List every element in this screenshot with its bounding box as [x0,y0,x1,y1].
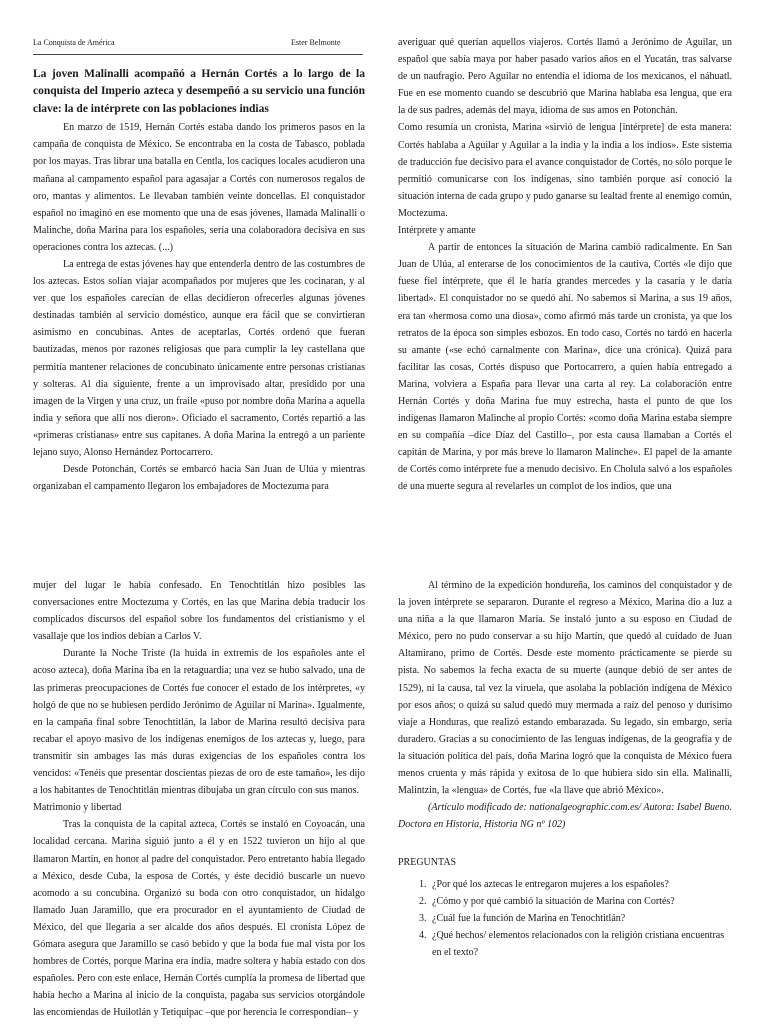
question-item: 1. ¿Por qué los aztecas le entregaron mujeres a los españoles? [429,876,732,893]
paragraph: Desde Potonchán, Cortés se embarcó hacia San Juan de Ulúa y mientras organizaban el campamento llegaron los embajadores de Moctezuma para [33,464,365,493]
column-2 [398,34,732,496]
paragraph: En marzo de 1519, Hernán Cortés estaba dando los primeros pasos en la campaña de conquista de México. Se encontraba en la costa de Tabasco, poblada por los mayas. Tras librar una batalla en Centla, los caciques locales acudieron una mañana al campamento español para agasajar a Cortés con numerosos regalos de oro, mantas y alimentos. Le llevaban también veinte doncellas. El conquistador español no imaginó en ese momento que una de esas jóvenes, llamada Malinalli o Malinche, doña Marina para los españoles, sería una colaboradora decisiva en sus operaciones contra los aztecas. (...) [33,122,365,253]
question-item: 2. ¿Cómo y por qué cambió la situación de Marina con Cortés? [429,893,732,910]
column-4 [398,577,732,961]
column-1 [33,66,365,495]
question-item: 4. ¿Qué hechos/ elementos relacionados con la religión cristiana encuentras en el texto? [429,927,732,961]
article-lead: La joven Malinalli acompañó a Hernán Cortés a lo largo de la conquista del Imperio azteca y desempeñó a su servicio una función clave: la de intérprete con las poblaciones indias [33,68,365,115]
section-heading: Intérprete y amante [398,225,476,237]
citation: (Artículo modificado de: nationalgeographic.com.es/ Autora: Isabel Bueno. Doctora en Historia, Historia NG nº 102) [398,802,732,831]
question-item: 3. ¿Cuál fue la función de Marina en Tenochtitlán? [429,910,732,927]
paragraph: Como resumía un cronista, Marina «sirvió de lengua [intérprete] de esta manera: Cortés hablaba a Aguilar y Aguilar a la india y la india a los indios». Este sistema de traducción fue decisivo para el avance conquistador de Cortés, no sólo porque le permitió comunicarse con los indígenas, sino también porque así conoció la situación interna de cada grupo y pudo ganarse su lealtad frente al enemigo común, Moctezuma. [398,122,732,219]
header-title: La Conquista de América [33,38,115,47]
page-header [33,36,363,55]
paragraph: Al término de la expedición hondureña, los caminos del conquistador y de la joven intérprete se separaron. Durante el regreso a México, Marina dio a luz a una niña a la que llamaron María. Se instaló junto a su esposo en Ciudad de México, pero no pudo conservar a su hijo Martín, que quedó al cuidado de Juan Altamirano, primo de Cortés. Desde este momento prácticamente se pierde su pista. No sabemos la fecha exacta de su muerte (aunque debió de ser antes de 1529), ni la causa, tal vez la viruela, que asolaba la población indígena de México por esos años; o quizá su salud quedó muy mermada a raíz del penoso y durísimo viaje a Honduras, que realizó estando embarazada. Su legado, sin embargo, sería duradero. Gracias a su conocimiento de las lenguas indígenas, de la geografía y de la situación política del país, doña Marina logró que la conquista de México fuera menos cruenta y más rápida y exitosa de lo que hubiera sido sin ella. Malinalli, Malintzin, la «lengua» de Cortés, fue «la llave que abrió México». [398,580,732,797]
questions-list [398,876,732,961]
paragraph: Durante la Noche Triste (la huida in extremis de los españoles ante el acoso azteca), doña Marina iba en la retaguardia; una vez se hubo salvado, una de las primeras preocupaciones de Cortés fue conocer el estado de los intérpretes, «y holgó de que no se hubiesen perdido Jerónimo de Aguilar ni Marina». Igualmente, en la campaña final sobre Tenochtitlán, la labor de Marina resultó decisiva para recabar el apoyo masivo de los indígenas enemigos de los aztecas y, luego, para transmitir sin ambages las más duras exigencias de los españoles contra los vencidos: «Tenéis que presentar doscientas piezas de oro de este tamaño», les dijo a los habitantes de Tenochtitlán mientras dibujaba un gran círculo con sus manos. [33,648,365,797]
section-heading: Matrimonio y libertad [33,802,122,814]
header-author: Ester Belmonte [291,38,341,47]
questions-title: PREGUNTAS [398,857,457,869]
paragraph: A partir de entonces la situación de Marina cambió radicalmente. En San Juan de Ulúa, al enterarse de los conocimientos de la cautiva, Cortés «le dijo que fuese fiel intérprete, que él le haría grandes mercedes y la casaría y le daría libertad». El conquistador no se quedó ahí. No sabemos si Marina, a sus 19 años, era tan «hermosa como una diosa», como afirmó más tarde un cronista, ya que los retratos de la época son simples esbozos. En todo caso, Cortés no tardó en hacerla su amante («se echó carnalmente con Marina», dice una crónica). Quizá para facilitar las cosas, Cortés dispuso que Portocarrero, a quien había entregado a Marina, volviera a España para llevar una carta al rey. La colaboración entre Hernán Cortés y doña Marina fue muy estrecha, hasta el punto de que los indígenas llamaron Malinche al propio Cortés: «como doña Marina estaba siempre en su compañía –dice Díaz del Castillo–, por esta causa llamaban a Cortés el capitán de Marina, y por más breve lo llamaron Malinche». El papel de la amante de Cortés como intérprete fue a menudo decisivo. En Cholula salvó a los españoles de una muerte segura al revelarles un complot de los indios, que una [398,242,732,493]
paragraph: Tras la conquista de la capital azteca, Cortés se instaló en Coyoacán, una localidad cercana. Marina siguió junto a él y en 1522 tuvieron un hijo al que llamaron Martín, en honor al padre del conquistador. Pero entretanto había llegado a México, desde Cuba, la esposa de Cortés, y éste decidió buscarle un nuevo acomodo a su concubina. Organizó su boda con otro conquistador, un hidalgo llamado Juan Jaramillo, que era procurador en el ayuntamiento de Ciudad de México, del que llegaría a ser alcalde dos años después. El cronista López de Gómara asegura que Jaramillo se casó bebido y que la boda fue mal vista por los hombres de Cortés, porque Marina era india, madre soltera y había estado con dos españoles. Pero con este enlace, Hernán Cortés cumplía la promesa de libertad que había hecho a Marina al inicio de la conquista, pagaba sus servicios otorgándole las encomiendas de Huilotlán y Tetiquipac –que por herencia le correspondían– y [33,819,365,1019]
paragraph: averiguar qué querían aquellos viajeros. Cortés llamó a Jerónimo de Aguilar, un español que sabía maya por haber pasado varios años en el Yucatán, tras salvarse de un naufragio. Pero Aguilar no entendía el idioma de los mexicanos, el náhuatl. Fue en ese momento cuando se descubrió que Marina hablaba esa lengua, que era la de sus padres, además del maya, idioma de sus amos en Potonchán. [398,37,732,117]
paragraph: La entrega de estas jóvenes hay que entenderla dentro de las costumbres de los aztecas. Estos solían viajar acompañados por mujeres que les cocinaran, y al ver que los españoles carecían de ellas decidieron ofrecerles algunas jóvenes destinadas también al servicio doméstico, aunque era fácil que se convirtieran asimismo en concubinas. Antes de aceptarlas, Cortés ordenó que fueran bautizadas, menos por razones religiosas que para cumplir la ley castellana que permitía mantener relaciones de concubinato únicamente entre personas cristianas y solteras. Al día siguiente, frente a un improvisado altar, presidido por una imagen de la Virgen y una cruz, un fraile «puso por nombre doña Marina a aquella india y señora que allí nos dieron». Oficiado el sacramento, Cortés repartió a las «primeras cristianas» entre sus capitanes. A doña Marina la entregó a un pariente lejano suyo, Alonso Hernández Portocarrero. [33,258,365,458]
column-3 [33,577,365,1021]
paragraph: mujer del lugar le había confesado. En Tenochtitlán hizo posibles las conversaciones entre Moctezuma y Cortés, en las que Marina debía traducir los complicados discursos del español sobre los fundamentos del cristianismo y el vasallaje que los indios debían a Carlos V. [33,580,365,643]
